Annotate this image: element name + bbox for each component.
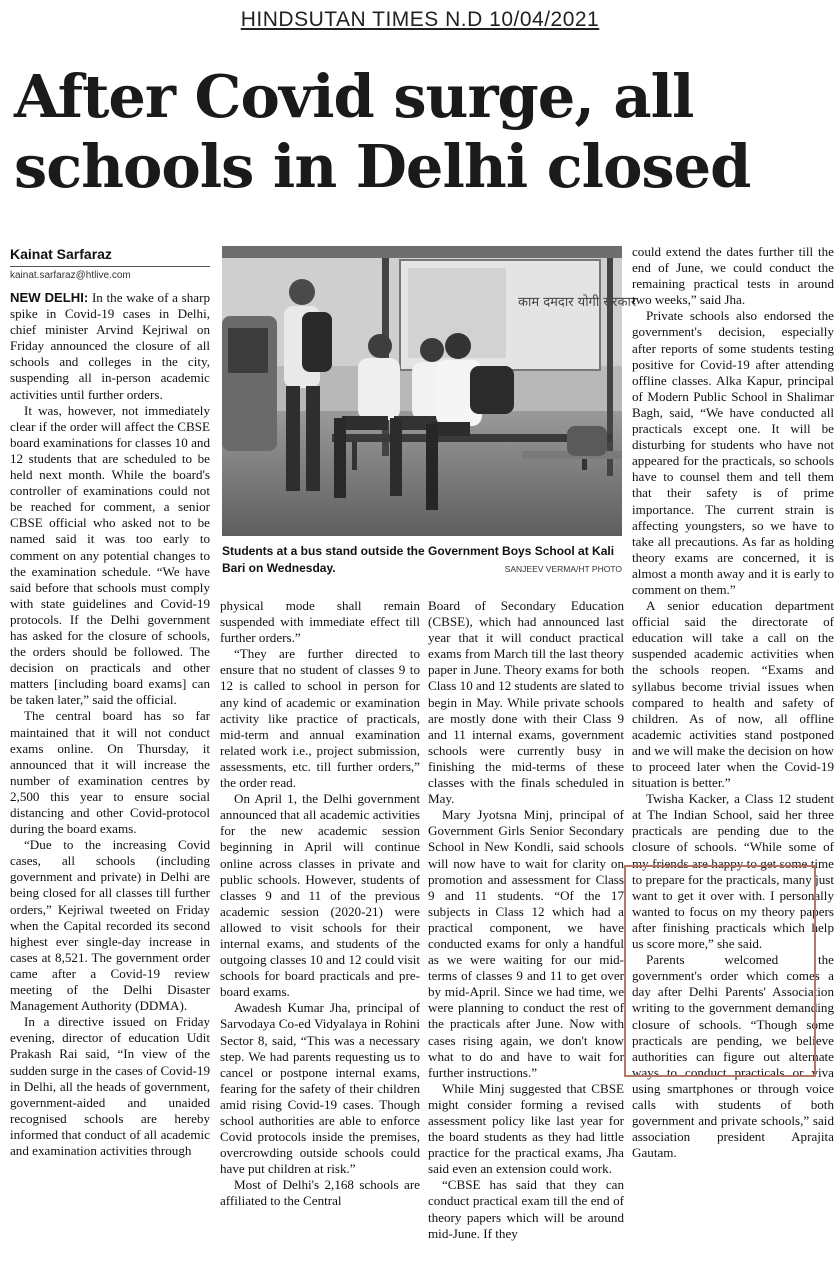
article-paragraph (10, 708, 210, 837)
paragraph-text: It was, however, not immediately clear if the order will affect the CBSE board examinations for classes 10 and 12 students that are scheduled to be held next month. While the board's controller of examinations could not be reached for comment, a senior CBSE official who asked not to be named said it was too early to comment on any potential changes to the examination schedule. “We have said before that schools must comply with state guidelines and Covid-19 protocols. If the Delhi government has asked for the closure of schools, the orders should be followed. The decision on practicals and other matters [including board exams] can be taken later,” said the official. (10, 402, 210, 708)
paragraph-text: “Due to the increasing Covid cases, all schools (including government and private) in Delhi are being closed for all classes till further orders,” Kejriwal tweeted on Friday when the Capital recorded its second highest ever single-day increase in cases at 8,521. The government order came after a Covid-19 review meeting of the Delhi Disaster Management Authority (DDMA). (10, 837, 210, 1014)
author-name: Kainat Sarfaraz (10, 246, 112, 262)
bus-stand-photo (222, 246, 637, 536)
paragraph-text: While Minj suggested that CBSE might consider forming a revised assessment policy like last year for the board students as they had little practice for the practical exams, Jha said even an extension could work. (428, 1080, 624, 1177)
paragraph-text: Private schools also endorsed the government's decision, especially after reports of some students testing positive for Covid-19 after attending offline classes. Alka Kapur, principal of Modern Public School in Shalimar Bagh, said, “We have conducted all practicals except one. It will be disturbing for students who have not appeared for the practicals, so schools have to counsel them and tell them that their safety is of prime importance. The current strain is affecting youngsters, so we have to take all precautions. As far as holding theory exams are concerned, it is almost a month away and it is early to comment on them.” (632, 308, 834, 597)
article-paragraph (10, 403, 210, 709)
article-paragraph (220, 1000, 420, 1177)
paragraph-text: Most of Delhi's 2,168 schools are affiliated to the Central (220, 1177, 420, 1209)
paragraph-text: On April 1, the Delhi government announced that all academic activities for the new academic session beginning in April will continue online across classes in private and public schools. However, students of classes 9 and 11 of the previous academic session (2020-21) were allowed to visit schools for their internal exams, and students of the outgoing classes 10 and 12 could visit schools for board practicals and pre-board exams. (220, 791, 420, 1000)
article-paragraph (428, 1177, 624, 1241)
photo-credit: SANJEEV VERMA/HT PHOTO (504, 564, 622, 574)
paragraph-text: could extend the dates further till the end of June, we could conduct the remaining practical tests in around two weeks,” said Jha. (632, 244, 834, 308)
ad-panel-text: काम दमदार योगी सरकार (518, 295, 637, 310)
article-paragraph (10, 290, 210, 403)
article-paragraph (220, 1177, 420, 1209)
paragraph-text: physical mode shall remain suspended with immediate effect till further orders.” (220, 598, 420, 646)
article-paragraph (10, 1014, 210, 1159)
news-photo (222, 246, 637, 536)
paragraph-text: In a directive issued on Friday evening, director of education Udit Prakash Rai said, “In view of the sudden surge in the cases of Covid-19 in Delhi, all the heads of government, government-aided and unaided recognised schools are hereby informed that conduct of all academic and examination activities through (10, 1014, 210, 1158)
article-paragraph (428, 807, 624, 1081)
paragraph-text: “They are further directed to ensure that no student of classes 9 to 12 is called to school in person for any kind of academic or examination activity like practice of practicals, mid-term and annual examination related work i.e., project submission, assessments, etc. till further orders,” the order read. (220, 646, 420, 791)
article-column-3 (428, 598, 624, 1275)
article-paragraph (220, 646, 420, 791)
masthead: HINDSUTAN TIMES N.D 10/04/2021 (240, 8, 600, 31)
paragraph-text: Twisha Kacker, a Class 12 student at The Indian School, said her three practicals are pending due to the closure of schools. “While some of my friends are happy to get some time to prepare for the practicals, many just want to get it over with. I personally wanted to focus on my theory papers after finishing practicals which help us score more,” she said. (632, 791, 834, 952)
article-paragraph (220, 598, 420, 646)
headline: After Covid surge, all schools in Delhi closed (14, 62, 751, 201)
paragraph-text: Board of Secondary Education (CBSE), which had announced last year that it will conduct practical exams from March till the last theory paper in June. Theory exams for both Class 10 and 12 students are slated to begin in May. While private schools are mostly done with their Class 9 and 11 internal exams, government schools were currently busy in finishing the mid-terms of these classes with the finals scheduled in May. (428, 598, 625, 807)
paragraph-text: The central board has so far maintained that it will not conduct exams online. On Thursday, it announced that it will increase the number of examination centres by 2,500 this year to ensure social distancing and other Covid-protocol during the board exams. (10, 708, 210, 837)
article-paragraph (428, 598, 624, 807)
paragraph-text: “CBSE has said that they can conduct practical exam till the end of theory papers which will be around mid-June. If they (428, 1177, 624, 1241)
highlight-box (624, 865, 816, 1077)
paragraph-text: In the wake of a sharp spike in Covid-19 cases in Delhi, chief minister Arvind Kejriwal on Friday announced the closure of all schools and colleges in the city, suspending all in-person academic activities until further orders. (10, 290, 210, 402)
article-paragraph (632, 598, 834, 791)
article-column-1 (10, 290, 210, 1275)
article-paragraph (428, 1081, 624, 1178)
article-column-2 (220, 598, 420, 1275)
article-paragraph (632, 308, 834, 598)
article-column-4 (632, 244, 834, 1275)
author-email: kainat.sarfaraz@htlive.com (10, 270, 131, 281)
paragraph-text: Parents welcomed the government's order which comes a day after Delhi Parents' Association writing to the government demanding closure of schools. “Though some practicals are pending, we believe authorities can figure out alternate ways to conduct practicals or viva using smartphones or through voice calls with students of both government and private schools,” said association president Aprajita Gautam. (632, 952, 834, 1161)
author-rule (10, 266, 210, 267)
photo-caption: Students at a bus stand outside the Government Boys School at Kali Bari on Wednesday. (222, 544, 615, 575)
article-paragraph (220, 791, 420, 1000)
article-paragraph (632, 244, 834, 308)
byline (10, 246, 210, 281)
paragraph-text: A senior education department official said the directorate of education will take a call on the suspended academic activities when the schools reopen. “Exams and syllabus become trivial issues when compared to health and safety of children. As of now, all offline academic activities stand postponed and we will make the decision on how to proceed later when the Covid-19 situation is better.” (632, 598, 834, 791)
paragraph-text: Mary Jyotsna Minj, principal of Government Girls Senior Secondary School in New Kondli, said schools will now have to wait for clarity on promotion and assessment for Class 9 and 11 students. “Of the 17 subjects in Class 12 which had a practical component, we have conducted exams for only a handful as we were waiting for our mid-terms of classes 9 and 11 to get over by mid-April. Since we had time, we were planning to conduct the rest of the practicals after June. Now with cases rising again, we don't know what to do and have to wait for further instructions.” (428, 807, 624, 1080)
dateline: NEW DELHI: (10, 290, 89, 305)
paragraph-text: Awadesh Kumar Jha, principal of Sarvodaya Co-ed Vidyalaya in Rohini Sector 8, said, “This was a necessary step. We had parents requesting us to cancel or postpone internal exams, fearing for the safety of their children amid rising Covid-19 cases. Though school authorities are able to enforce Covid protocols inside the premises, overcrowding outside schools could have put children at risk.” (220, 1000, 420, 1177)
article-paragraph (10, 837, 210, 1014)
